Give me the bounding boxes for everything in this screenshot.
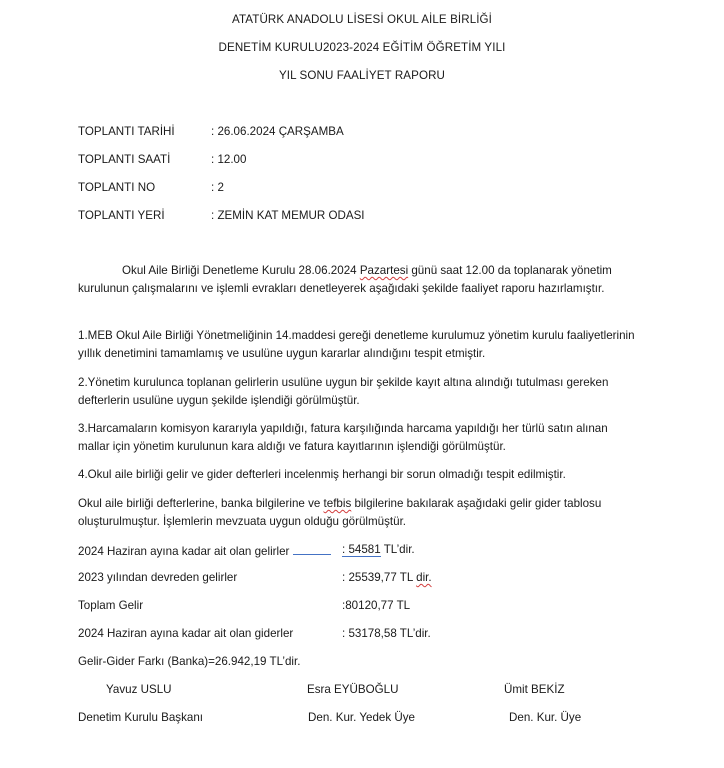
intro-day: Pazartesi [359,264,409,277]
income-value [342,543,415,556]
total-label: Toplam Gelir [78,599,144,612]
item-paragraph-2: 2.Yönetim kurulunca toplanan gelirlerin usulüne uygun bir şekilde kayıt altına alındığı tutulması gereken defterlerin usulüne uygun şekilde işlendiği görülmüştür. [78,376,609,407]
meeting-time-label: TOPLANTI SAATİ [78,153,171,166]
meeting-place-value: : ZEMİN KAT MEMUR ODASI [211,209,365,222]
carry-label: 2023 yılından devreden gelirler [78,571,238,584]
expense-label: 2024 Haziran ayına kadar ait olan giderler [78,627,294,640]
intro-before: Okul Aile Birliği Denetleme Kurulu 28.06.2024 [122,264,360,277]
meeting-time-value: : 12.00 [211,153,247,166]
summary-after: bilgilerine bakılarak aşağıdaki gelir gider tablosu oluşturulmuştur. İşlemlerin mevzuata uygun olduğu görülmüştür. [78,497,602,528]
meeting-date-label: TOPLANTI TARİHİ [78,125,175,138]
signer-3-title: Den. Kur. Üye [509,711,582,724]
signer-2-title: Den. Kur. Yedek Üye [308,711,415,724]
meeting-no-label: TOPLANTI NO [78,181,156,194]
carry-amount: : 25539,77 TL [342,571,417,584]
income-suffix: TL’dir. [380,543,415,556]
expense-value: : 53178,58 TL’dir. [342,627,431,640]
meeting-date-value: : 26.06.2024 ÇARŞAMBA [211,125,344,138]
difference-line: Gelir-Gider Farkı (Banka)=26.942,19 TL’dir. [78,655,301,668]
intro-after: günü saat 12.00 da toplanarak yönetim kurulunun çalışmalarını ve işlemli evrakları denetleyerek aşağıdaki şekilde faaliyet raporu hazırlamıştır. [78,264,612,295]
total-value: :80120,77 TL [342,599,411,612]
summary-word: tefbis [323,497,352,510]
signer-3-name: Ümit BEKİZ [504,683,565,696]
carry-value [342,571,432,584]
header-line-1: ATATÜRK ANADOLU LİSESİ OKUL AİLE BİRLİĞİ [232,13,492,26]
meeting-place-label: TOPLANTI YERİ [78,209,165,222]
item-paragraph-1: 1.MEB Okul Aile Birliği Yönetmeliğinin 14.maddesi gereği denetleme kurulumuz yönetim kurulu faaliyetlerinin yıllık denetimini tamamlamış ve usulüne uygun kararlar alındığını tespit etmiştir. [78,329,635,360]
summary-paragraph [78,495,638,531]
income-amount: : 54581 [342,543,381,556]
signer-2-name: Esra EYÜBOĞLU [307,683,399,696]
item-paragraph-4: 4.Okul aile birliği gelir ve gider defterleri incelenmiş herhangi bir sorun olmadığı tespit edilmiştir. [78,468,566,481]
income-label: 2024 Haziran ayına kadar ait olan gelirler [78,543,331,558]
summary-before: Okul aile birliği defterlerine, banka bilgilerine ve [78,497,324,510]
signer-1-title: Denetim Kurulu Başkanı [78,711,204,724]
blank-line [293,543,331,555]
carry-suffix: dir. [416,571,432,584]
item-paragraph-3: 3.Harcamaların komisyon kararıyla yapıldığı, fatura karşılığında harcama yapıldığı her türlü satın alınan mallar için yönetim kurulunun kara aldığı ve fatura kayıtlarının işlendiği görülmüştür. [78,422,608,453]
signer-1-name: Yavuz USLU [106,683,172,696]
header-line-2: DENETİM KURULU2023-2024 EĞİTİM ÖĞRETİM YILI [218,41,506,54]
intro-paragraph [78,262,638,298]
meeting-no-value: : 2 [211,181,224,194]
header-line-3: YIL SONU FAALİYET RAPORU [278,69,446,82]
